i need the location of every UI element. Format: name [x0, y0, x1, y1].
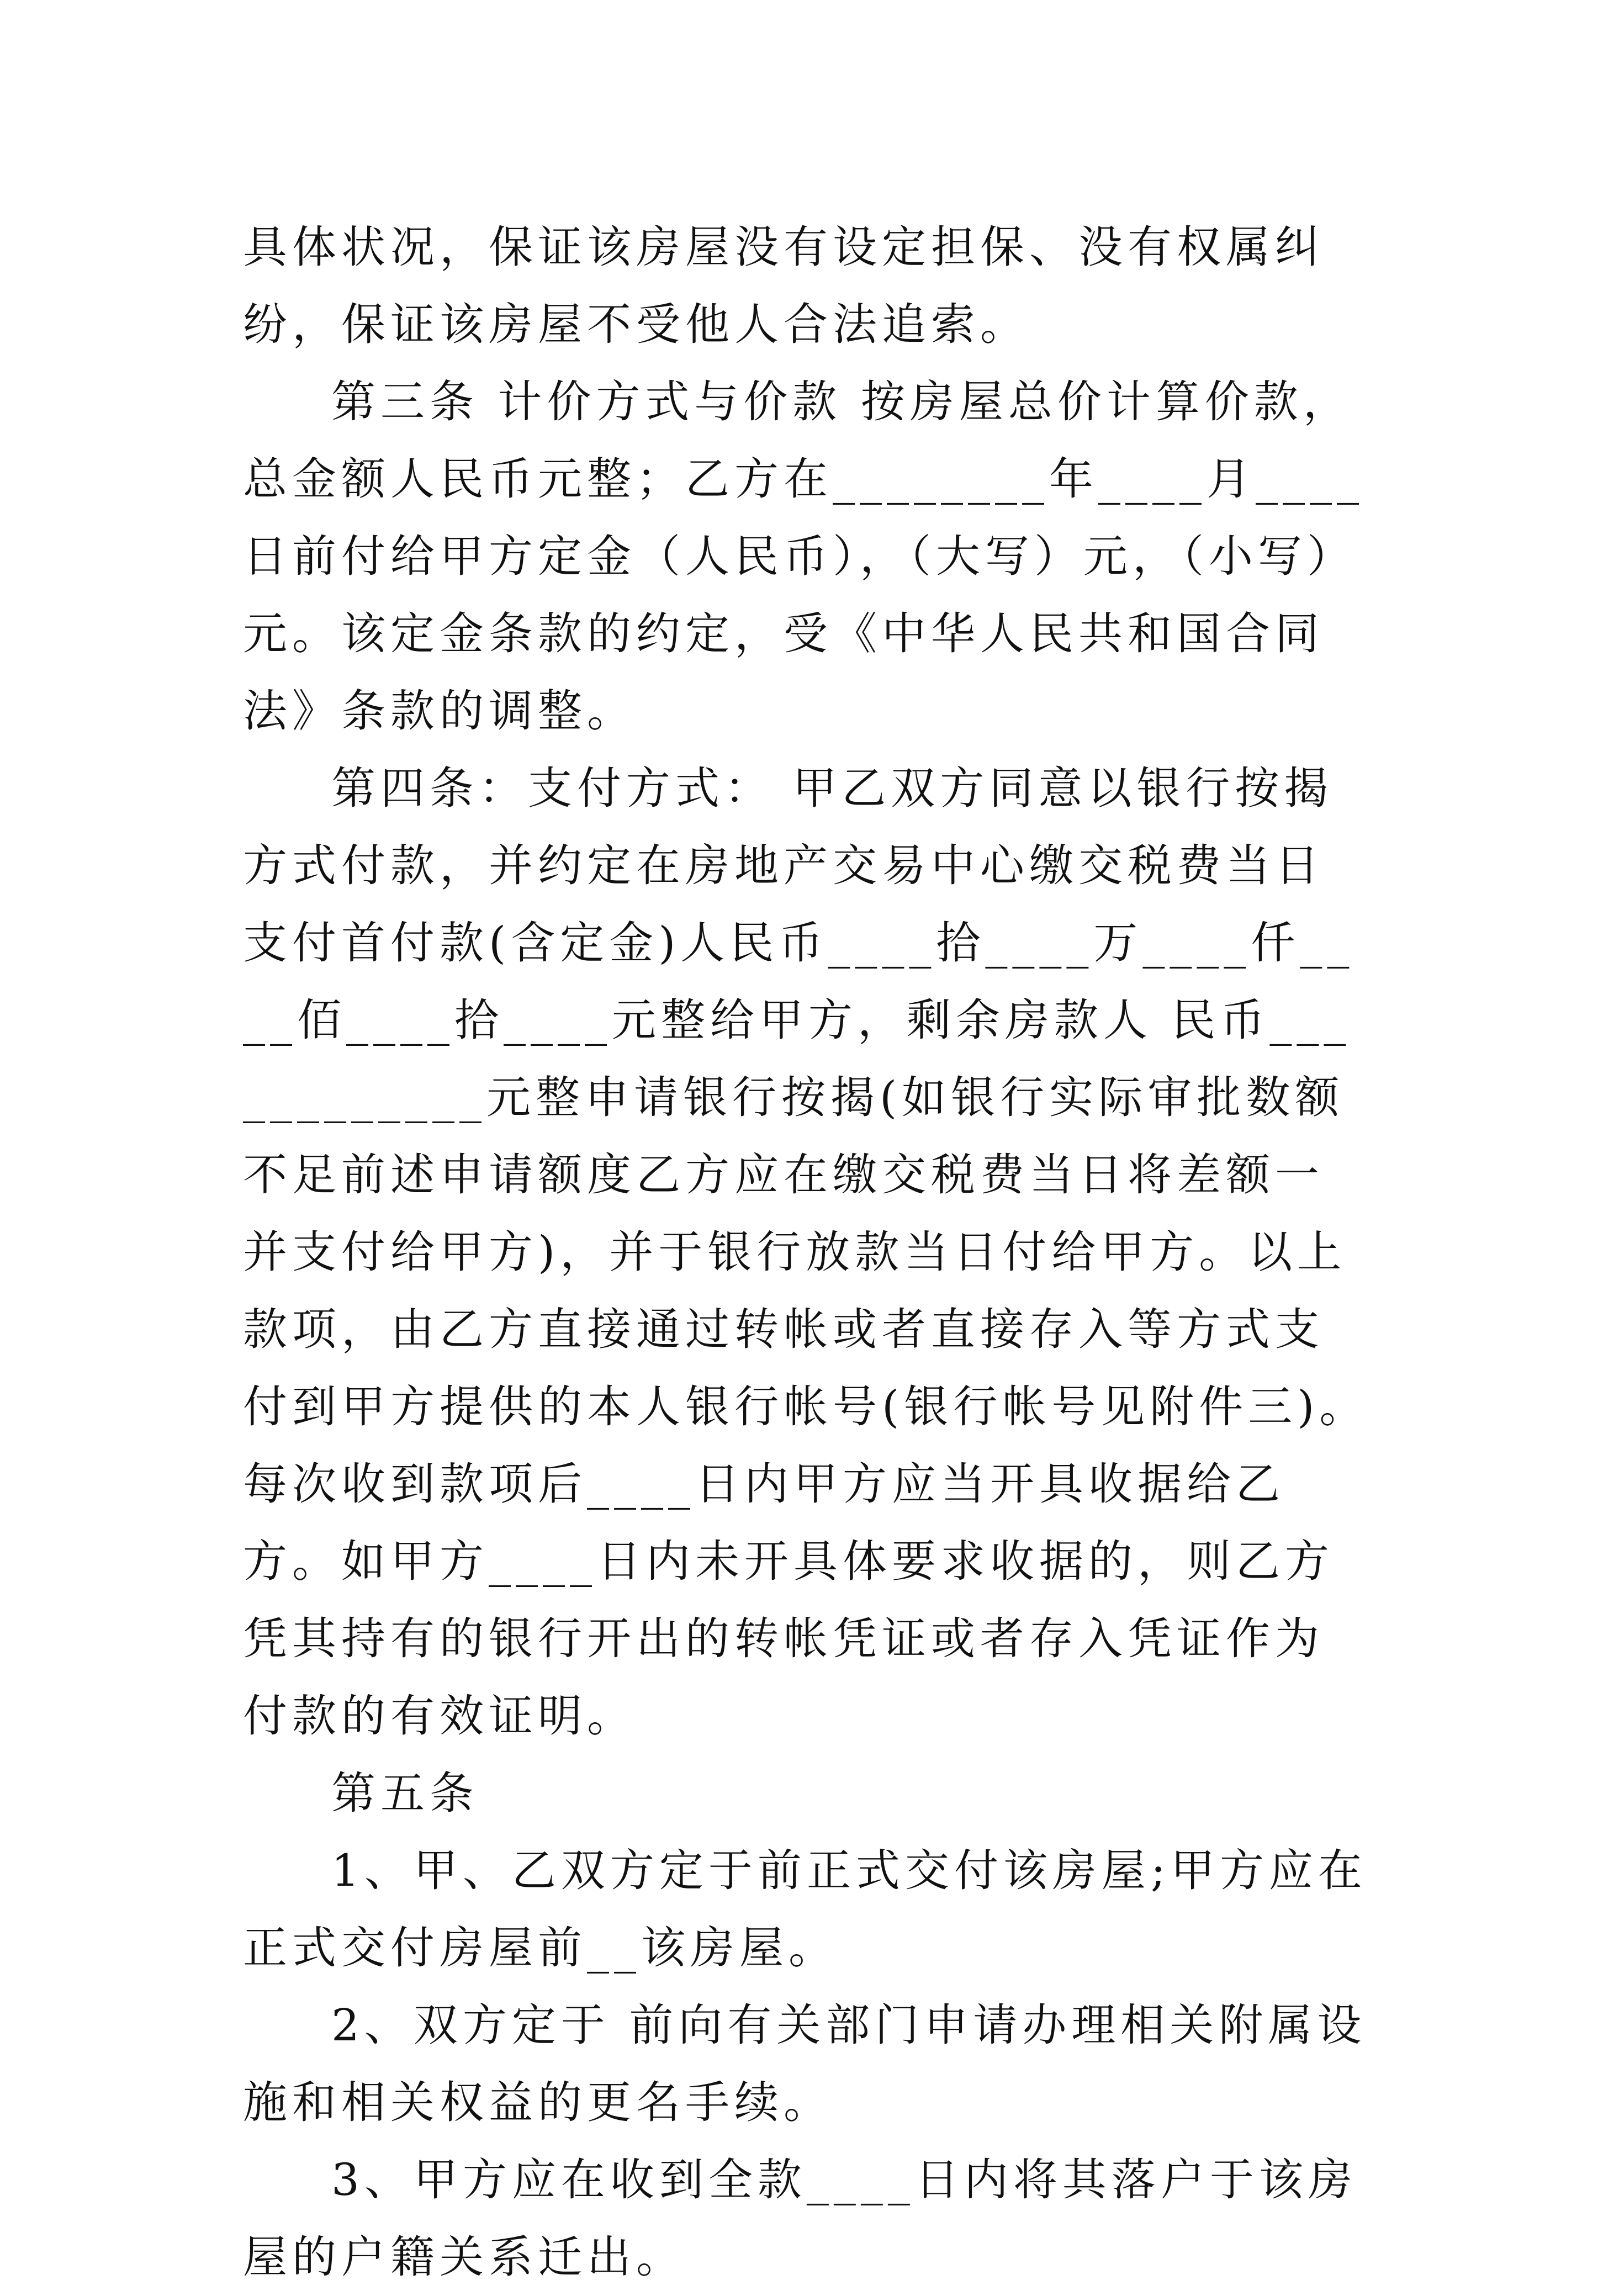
paragraph-article-4: 第四条：支付方式： 甲乙双方同意以银行按揭方式付款，并约定在房地产交易中心缴交税费当日支付首付款(含定金)人民币____拾____万____仟____佰____拾____元整给甲方，剩余房款人 民币____________元整申请银行按揭(如银行实际审批数额不足前述申请额度乙方应在缴交税费当日将差额一并支付给甲方)，并于银行放款当日付给甲方。以上款项，由乙方直接通过转帐或者直接存入等方式支付到甲方提供的本人银行帐号(银行帐号见附件三)。每次收到款项后____日内甲方应当开具收据给乙方。如甲方____日内未开具体要求收据的，则乙方凭其持有的银行开出的转帐凭证或者存入凭证作为付款的有效证明。 — [243, 763, 1369, 1742]
paragraph-guarantee-continued: 具体状况，保证该房屋没有设定担保、没有权属纠纷，保证该房屋不受他人合法追索。 — [243, 221, 1324, 350]
paragraph-article-5-heading: 第五条 — [331, 1768, 479, 1819]
document-body — [243, 209, 1369, 2296]
paragraph-article-5-item-2: 2、双方定于 前向有关部门申请办理相关附属设施和相关权益的更名手续。 — [243, 1999, 1367, 2128]
paragraph-article-5-item-1: 1、甲、乙双方定于前正式交付该房屋;甲方应在正式交付房屋前__该房屋。 — [243, 1845, 1367, 1974]
paragraph-article-5-item-3: 3、甲方应在收到全款____日内将其落户于该房屋的户籍关系迁出。 — [243, 2154, 1357, 2283]
paragraph-article-3: 第三条 计价方式与价款 按房屋总价计算价款，总金额人民币元整；乙方在________年____月____日前付给甲方定金（人民币），（大写）元，（小写）元。该定金条款的约定，受《中华人民共和国合同法》条款的调整。 — [243, 376, 1364, 737]
